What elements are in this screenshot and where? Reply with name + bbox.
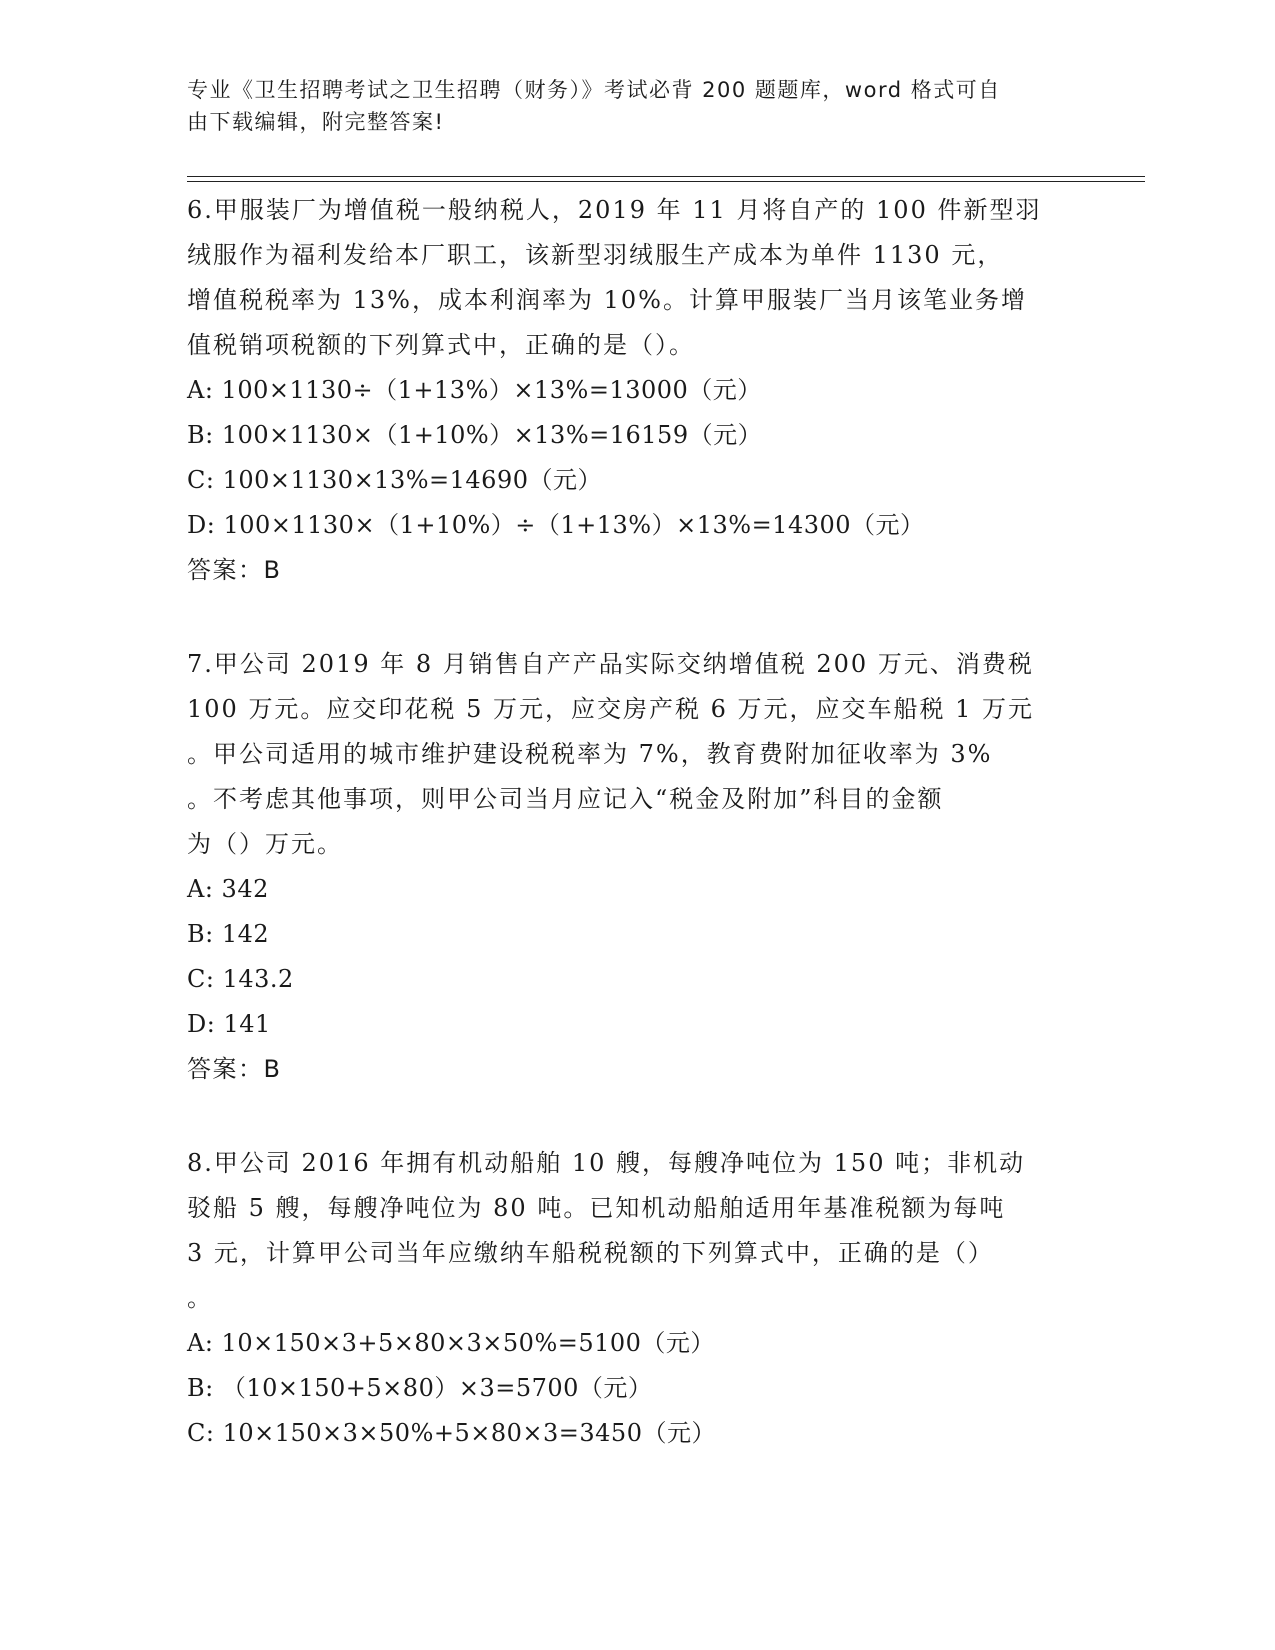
option-c: C: 143.2 — [187, 965, 294, 993]
question-stem-line: 100 万元。应交印花税 5 万元，应交房产税 6 万元，应交车船税 1 万元 — [187, 695, 1035, 723]
option-a: A: 100×1130÷（1+13%）×13%=13000（元） — [187, 376, 762, 404]
question-stem-line: 驳船 5 艘，每艘净吨位为 80 吨。已知机动船舶适用年基准税额为每吨 — [187, 1194, 1006, 1222]
option-b: B: 100×1130×（1+10%）×13%=16159（元） — [187, 421, 763, 449]
question-stem-line: 值税销项税额的下列算式中，正确的是（）。 — [187, 331, 695, 359]
header-line-1: 专业《卫生招聘考试之卫生招聘（财务）》考试必背 200 题题库，word 格式可自 — [187, 78, 1001, 102]
option-d: D: 100×1130×（1+10%）÷（1+13%）×13%=14300（元） — [187, 511, 925, 539]
document-header — [187, 74, 1067, 138]
question-stem-line: 增值税税率为 13%，成本利润率为 10%。计算甲服装厂当月该笔业务增 — [187, 286, 1027, 314]
question-stem-line: 。 — [187, 1284, 213, 1312]
option-c: C: 10×150×3×50%+5×80×3=3450（元） — [187, 1419, 716, 1447]
question-stem-line: 7.甲公司 2019 年 8 月销售自产产品实际交纳增值税 200 万元、消费税 — [187, 650, 1034, 678]
question-stem-line: 绒服作为福利发给本厂职工，该新型羽绒服生产成本为单件 1130 元， — [187, 241, 1004, 269]
answer-label: 答案：B — [187, 1055, 282, 1083]
question-8 — [187, 1141, 1077, 1456]
question-7 — [187, 642, 1077, 1092]
answer-label: 答案：B — [187, 556, 282, 584]
question-stem-line: 3 元，计算甲公司当年应缴纳车船税税额的下列算式中，正确的是（） — [187, 1239, 994, 1267]
question-stem-line: 8.甲公司 2016 年拥有机动船舶 10 艘，每艘净吨位为 150 吨；非机动 — [187, 1149, 1026, 1177]
option-b: B: （10×150+5×80）×3=5700（元） — [187, 1374, 653, 1402]
question-6 — [187, 188, 1077, 593]
option-c: C: 100×1130×13%=14690（元） — [187, 466, 602, 494]
header-line-2: 由下载编辑，附完整答案! — [187, 110, 445, 134]
header-divider-bottom — [187, 181, 1145, 182]
option-a: A: 10×150×3+5×80×3×50%=5100（元） — [187, 1329, 715, 1357]
option-b: B: 142 — [187, 920, 270, 948]
header-divider-top — [187, 176, 1145, 177]
option-a: A: 342 — [187, 875, 269, 903]
question-stem-line: 为（）万元。 — [187, 830, 343, 858]
question-stem-line: 。甲公司适用的城市维护建设税税率为 7%，教育费附加征收率为 3% — [187, 740, 993, 768]
option-d: D: 141 — [187, 1010, 271, 1038]
question-stem-line: 。不考虑其他事项，则甲公司当月应记入“税金及附加”科目的金额 — [187, 785, 944, 813]
question-stem-line: 6.甲服装厂为增值税一般纳税人，2019 年 11 月将自产的 100 件新型羽 — [187, 196, 1042, 224]
